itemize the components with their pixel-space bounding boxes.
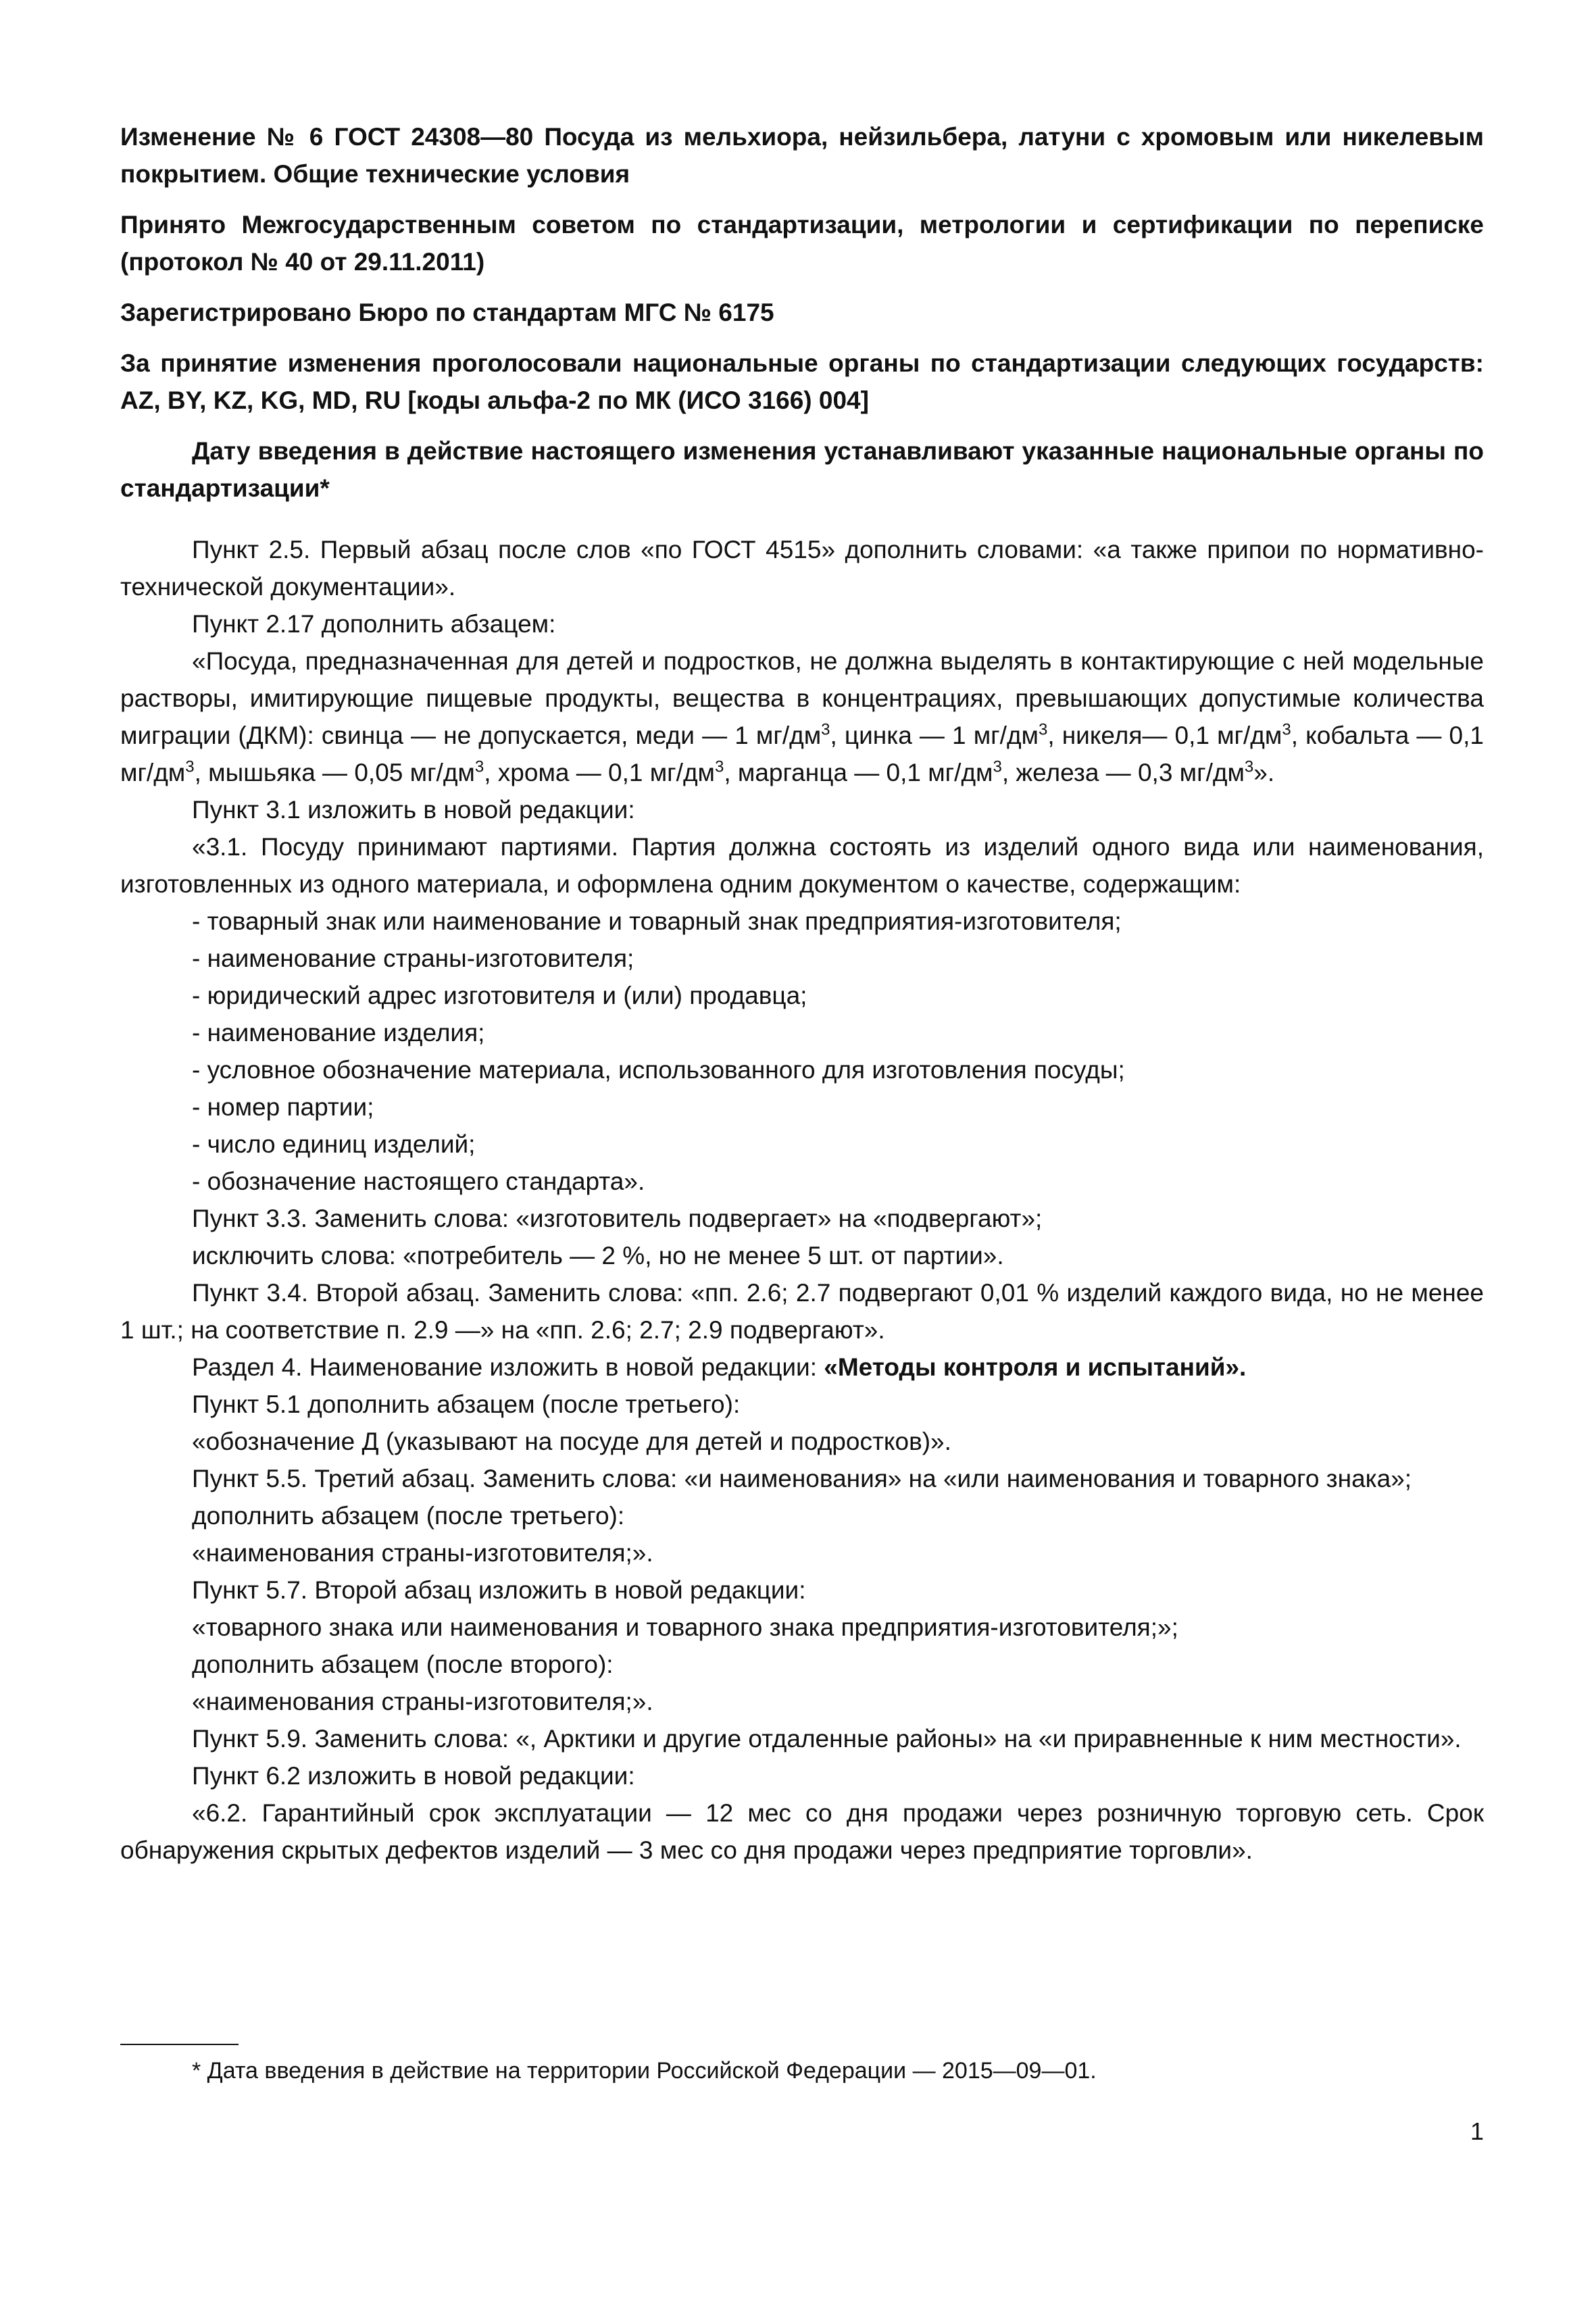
list-item: - число единиц изделий; <box>192 1130 476 1158</box>
clause-3-3: Пункт 3.3. Заменить слова: «изготовитель подвергает» на «подвергают»; <box>192 1205 1043 1232</box>
migration-intro: «Посуда, предназначенная для детей и подростков, не должна выделять в контактирующие с ней модельные растворы, имитирующие пищевые продукты, вещества в концентрациях, превышающих допустимые количества миграции (ДКМ): свинца — не допускается, меди — 1 мг/дм <box>120 647 1484 749</box>
adopted-statement: Принято Межгосударственным советом по стандартизации, метрологии и сертификации по переписке (протокол № 40 от 29.11.2011) <box>120 211 1484 276</box>
clause-5-7-d: «наименования страны-изготовителя;». <box>192 1688 653 1715</box>
migration-chromium: , хрома — 0,1 мг/дм <box>484 759 715 786</box>
effective-date-statement: Дату введения в действие настоящего изменения устанавливают указанные национальные органы по стандартизации* <box>120 437 1484 502</box>
migration-iron: , железа — 0,3 мг/дм <box>1001 759 1245 786</box>
clause-2-17: Пункт 2.17 дополнить абзацем: <box>192 610 556 638</box>
list-item: - наименование изделия; <box>192 1019 485 1047</box>
clause-6-2: Пункт 6.2 изложить в новой редакции: <box>192 1762 635 1790</box>
clause-3-3-b: исключить слова: «потребитель — 2 %, но не менее 5 шт. от партии». <box>192 1242 1004 1269</box>
clause-5-5-b: дополнить абзацем (после третьего): <box>192 1502 625 1530</box>
clause-3-1: Пункт 3.1 изложить в новой редакции: <box>192 796 635 824</box>
footnote: * Дата введения в действие на территории Российской Федерации — 2015—09—01. <box>192 2058 1097 2084</box>
clause-5-1: Пункт 5.1 дополнить абзацем (после третьего): <box>192 1390 741 1418</box>
list-item: - юридический адрес изготовителя и (или) продавца; <box>192 982 807 1009</box>
amendment-title: Изменение № 6 ГОСТ 24308—80 Посуда из мельхиора, нейзильбера, латуни с хромовым или никелевым покрытием. Общие технические условия <box>120 123 1484 188</box>
section-gap <box>120 507 1484 531</box>
clause-5-7-b: «товарного знака или наименования и товарного знака предприятия-изготовителя;»; <box>192 1613 1178 1641</box>
section-4-title: «Методы контроля и испытаний». <box>824 1353 1247 1381</box>
clause-5-7-c: дополнить абзацем (после второго): <box>192 1651 614 1678</box>
clause-5-5: Пункт 5.5. Третий абзац. Заменить слова: «и наименования» на «или наименования и товарного знака»; <box>192 1465 1412 1492</box>
clause-3-1-text: «3.1. Посуду принимают партиями. Партия должна состоять из изделий одного вида или наименования, изготовленных из одного материала, и оформлена одним документом о качестве, содержащим: <box>120 833 1484 898</box>
list-item: - условное обозначение материала, использованного для изготовления посуды; <box>192 1056 1125 1084</box>
list-item: - обозначение настоящего стандарта». <box>192 1167 645 1195</box>
page-number: 1 <box>1470 2117 1484 2145</box>
list-item: - наименование страны-изготовителя; <box>192 945 634 972</box>
migration-nickel: , никеля— 0,1 мг/дм <box>1047 722 1282 749</box>
migration-zinc: , цинка — 1 мг/дм <box>830 722 1039 749</box>
clause-3-4: Пункт 3.4. Второй абзац. Заменить слова: «пп. 2.6; 2.7 подвергают 0,01 % изделий каждого вида, но не менее 1 шт.; на соответствие п. 2.9 —» на «пп. 2.6; 2.7; 2.9 подвергают». <box>120 1279 1484 1344</box>
migration-limits-paragraph: «Посуда, предназначенная для детей и подростков, не должна выделять в контактирующие с ней модельные растворы, имитирующие пищевые продукты, вещества в концентрациях, превышающих допустимые количества миграции (ДКМ): свинца — не допускается, меди — 1 $мг/дм^3$, цинка — 1 $мг/дм^3$, никеля— 0,1 $мг/дм^3$, кобальта — 0,1 $мг/дм^3$, мышьяка — 0,05 $мг/дм^3$, хрома — 0,1 $мг/дм^3$, марганца — 0,1 $мг/дм^3$, железа — 0,3 $мг/дм^3$». <box>120 647 1484 786</box>
list-item: - номер партии; <box>192 1093 374 1121</box>
migration-arsenic: , мышьяка — 0,05 мг/дм <box>194 759 475 786</box>
voting-statement: За принятие изменения проголосовали национальные органы по стандартизации следующих государств: AZ, BY, KZ, KG, MD, RU [коды альфа-2 по МК (ИСО 3166) 004] <box>120 349 1484 414</box>
footnote-separator <box>120 2044 239 2045</box>
clause-5-9: Пункт 5.9. Заменить слова: «, Арктики и другие отдаленные районы» на «и приравненные к ним местности». <box>192 1725 1462 1753</box>
migration-manganese: , марганца — 0,1 мг/дм <box>724 759 993 786</box>
list-item: - товарный знак или наименование и товарный знак предприятия-изготовителя; <box>192 907 1122 935</box>
clause-6-2-text: «6.2. Гарантийный срок эксплуатации — 12 мес со дня продажи через розничную торговую сеть. Срок обнаружения скрытых дефектов изделий — 3 мес со дня продажи через предприятие торговли». <box>120 1799 1484 1864</box>
migration-cobalt: , кобальта — 0,1 мг/дм <box>120 722 1484 786</box>
clause-5-5-c: «наименования страны-изготовителя;». <box>192 1539 653 1567</box>
clause-5-1-b: «обозначение Д (указывают на посуде для детей и подростков)». <box>192 1428 951 1455</box>
registration-statement: Зарегистрировано Бюро по стандартам МГС № 6175 <box>120 299 774 326</box>
clause-2-5: Пункт 2.5. Первый абзац после слов «по ГОСТ 4515» дополнить словами: «а также припои по нормативно-технической документации». <box>120 536 1484 601</box>
section-4: Раздел 4. Наименование изложить в новой редакции: «Методы контроля и испытаний». <box>192 1353 1247 1381</box>
clause-5-7: Пункт 5.7. Второй абзац изложить в новой редакции: <box>192 1576 806 1604</box>
document-page <box>120 118 1484 1869</box>
